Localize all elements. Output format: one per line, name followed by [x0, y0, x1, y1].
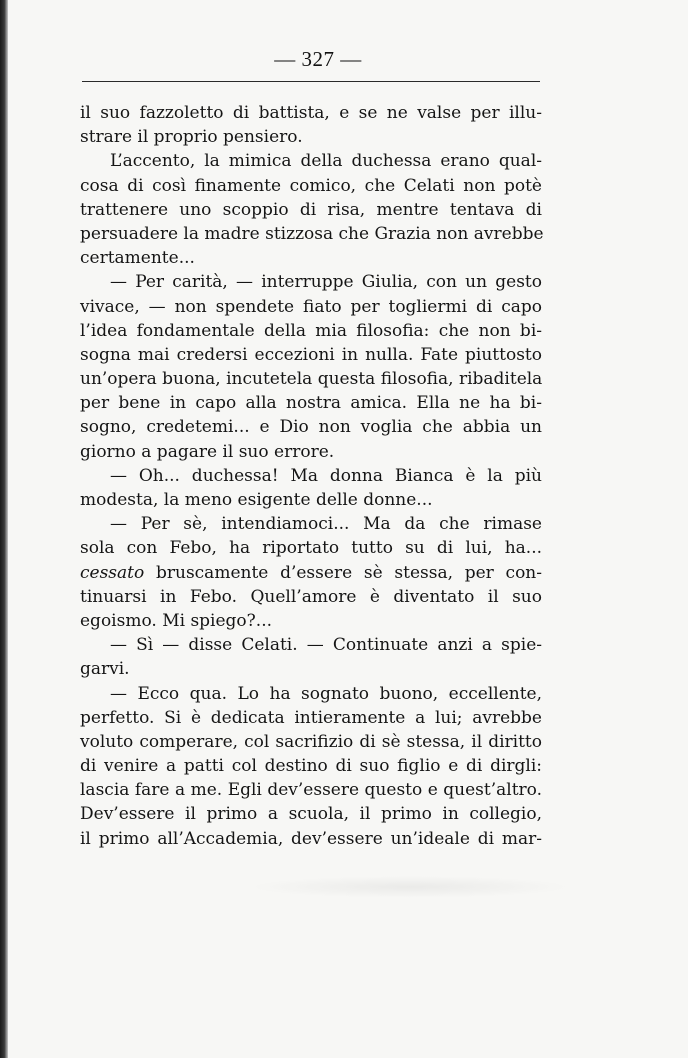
- text-line: — Per carità, — interruppe Giulia, con un gesto: [110, 272, 542, 293]
- page-binding-edge: [0, 0, 8, 1058]
- text-line-with-emphasis: [80, 561, 542, 585]
- text-line: modesta, la meno esigente delle donne...: [80, 490, 433, 510]
- text-line-rest: bruscamente d’essere sè stessa, per con-: [155, 562, 543, 583]
- text-line: tinuarsi in Febo. Quell’amore è diventato il suo: [80, 586, 542, 607]
- text-line: L’accento, la mimica della duchessa erano qual-: [110, 151, 542, 172]
- text-line: garvi.: [80, 659, 130, 680]
- text-line: lascia fare a me. Egli dev’essere questo e quest’altro.: [80, 780, 542, 801]
- text-line: cosa di così finamente comico, che Celati non potè: [80, 175, 542, 196]
- body-text: [80, 101, 542, 851]
- text-line: sola con Febo, ha riportato tutto su di lui, ha...: [80, 538, 542, 559]
- text-line: per bene in capo alla nostra amica. Ella ne ha bi-: [80, 393, 542, 414]
- text-line: certamente...: [80, 248, 195, 269]
- text-line: vivace, — non spendete fiato per togliermi di capo: [80, 296, 542, 317]
- text-line: voluto comperare, col sacrifizio di sè stessa, il diritto: [80, 731, 542, 752]
- text-line: l’idea fondamentale della mia filosofia: che non bi-: [80, 320, 542, 341]
- emphasized-word: cessato: [80, 562, 145, 583]
- text-line: sogno, credetemi... e Dio non voglia che abbia un: [80, 417, 542, 438]
- text-line: Dev’essere il primo a scuola, il primo in collegio,: [80, 804, 542, 825]
- text-line: — Ecco qua. Lo ha sognato buono, eccellente,: [110, 683, 542, 704]
- page-number: — 327 —: [274, 47, 362, 71]
- header-rule: [82, 81, 540, 82]
- text-line: il primo all’Accademia, dev’essere un’ideale di mar-: [80, 828, 542, 849]
- text-line: persuadere la madre stizzosa che Grazia non avrebbe: [80, 223, 544, 244]
- text-line: strare il proprio pensiero.: [80, 127, 303, 148]
- text-line: sogna mai credersi eccezioni in nulla. Fate piuttosto: [80, 344, 542, 365]
- text-line: il suo fazzoletto di battista, e se ne valse per illu-: [80, 103, 542, 123]
- text-line: trattenere uno scoppio di risa, mentre tentava di: [80, 199, 542, 220]
- text-line: giorno a pagare il suo errore.: [80, 441, 335, 462]
- text-line: di venire a patti col destino di suo figlio e di dirgli:: [80, 756, 542, 777]
- text-line: — Sì — disse Celati. — Continuate anzi a spie-: [110, 635, 542, 656]
- text-line: — Oh... duchessa! Ma donna Bianca è la più: [110, 465, 542, 486]
- text-line: perfetto. Si è dedicata intieramente a lui; avrebbe: [80, 707, 542, 728]
- text-line: egoismo. Mi spiego?...: [80, 610, 272, 631]
- text-line: — Per sè, intendiamoci... Ma da che rimase: [110, 514, 542, 535]
- paper-smudge: [250, 876, 570, 898]
- text-line: un’opera buona, incutetela questa filosofia, ribaditela: [80, 369, 543, 390]
